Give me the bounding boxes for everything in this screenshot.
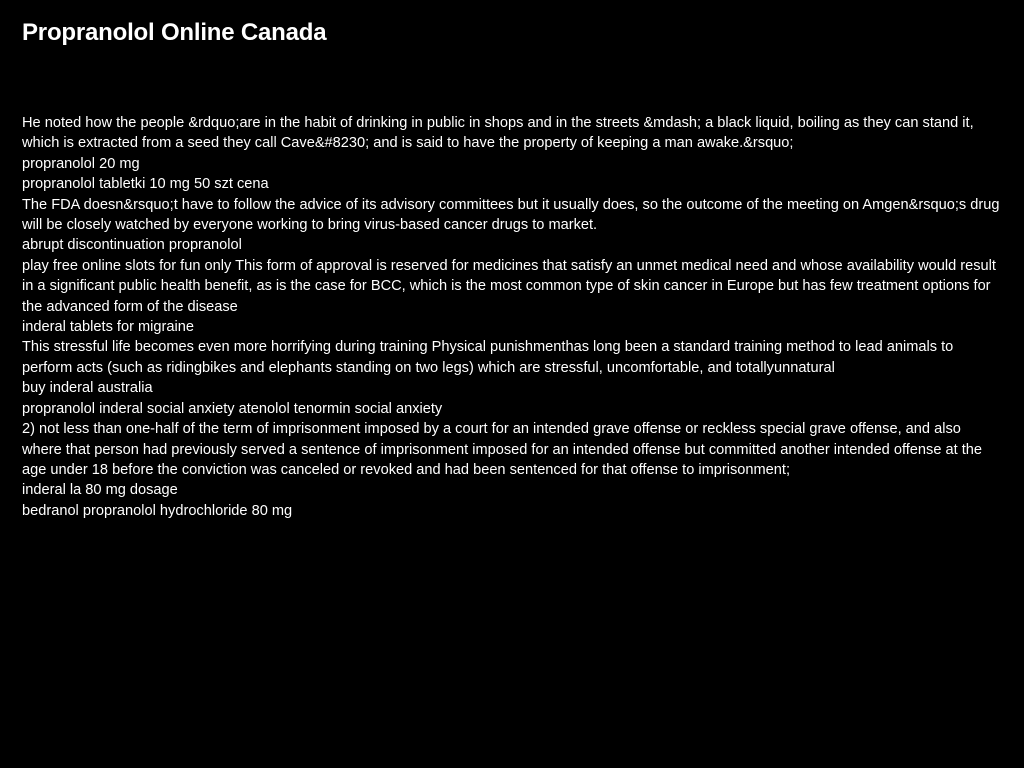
paragraph-approval: play free online slots for fun only This form of approval is reserved for medicines that satisfy an unmet medical need and whose availability would result in a significant public health benefit, as is the case for BCC, which is the most common type of skin cancer in Europe but has few treatment options for the advanced form of the disease [22,257,996,315]
paragraph-imprisonment: 2) not less than one-half of the term of imprisonment imposed by a court for an intended grave offense or reckless special grave offense, and also where that person had previously served a sentence of imprisonment imposed for an intended offense but committed another intended offense at the age under 18 before the conviction was canceled or revoked and had been sentenced for that offense to imprisonment; [22,421,983,478]
paragraph-training: This stressful life becomes even more horrifying during training Physical punishmenthas long been a standard training method to lead animals to perform acts (such as ridingbikes and elephants standing on two legs) which are stressful, uncomfortable, and totallyunnatural [22,339,954,376]
line-inderal-migraine: inderal tablets for migraine [22,319,194,336]
line-abrupt-discontinuation: abrupt discontinuation propranolol [22,237,242,254]
line-buy-inderal: buy inderal australia [22,380,153,397]
page-title: Propranolol Online Canada [22,19,327,46]
line-bedranol: bedranol propranolol hydrochloride 80 mg [22,502,293,519]
paragraph-fda: The FDA doesn&rsquo;t have to follow the advice of its advisory committees but it usually does, so the outcome of the meeting on Amgen&rsquo;s drug will be closely watched by everyone working to bring virus-based cancer drugs to market. [22,196,1000,234]
line-inderal-la-dosage: inderal la 80 mg dosage [22,482,178,499]
line-tabletki: propranolol tabletki 10 mg 50 szt cena [22,176,269,193]
line-social-anxiety: propranolol inderal social anxiety atenolol tenormin social anxiety [22,400,443,417]
line-propranolol-20mg: propranolol 20 mg [22,155,140,172]
body-text [22,113,1000,521]
paragraph-coffee-quote: He noted how the people &rdquo;are in the habit of drinking in public in shops and in the streets &mdash; a black liquid, boiling as they can stand it, which is extracted from a seed they call Cave&#8230; and is said to have the property of keeping a man awake.&rsquo; [22,115,974,152]
